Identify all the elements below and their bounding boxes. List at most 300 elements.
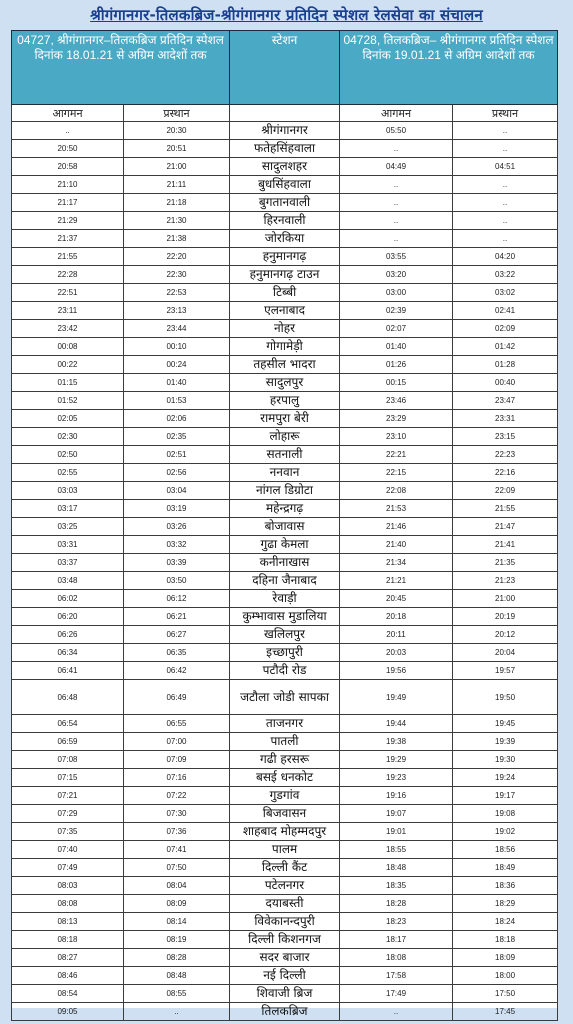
departure-time-04728: 04:51 <box>453 158 558 176</box>
arrival-time-04728: 19:38 <box>340 733 453 751</box>
table-row <box>12 320 558 338</box>
table-row <box>12 158 558 176</box>
arrival-time-04728: 00:15 <box>340 374 453 392</box>
arrival-time-04727: 08:46 <box>12 967 124 985</box>
departure-time-04728: 19:45 <box>453 715 558 733</box>
arrival-time-04727: 00:08 <box>12 338 124 356</box>
departure-time-04727: 03:50 <box>124 572 230 590</box>
table-row <box>12 733 558 751</box>
table-row <box>12 967 558 985</box>
departure-time-04727: 23:13 <box>124 302 230 320</box>
table-row <box>12 176 558 194</box>
station-name: हरपालु <box>230 392 340 410</box>
arrival-time-04727: 22:51 <box>12 284 124 302</box>
arrival-time-04728: .. <box>340 140 453 158</box>
station-name: पटौदी रोड <box>230 662 340 680</box>
arrival-header-04727: आगमन <box>12 105 124 122</box>
arrival-time-04728: 21:46 <box>340 518 453 536</box>
arrival-time-04727: 23:11 <box>12 302 124 320</box>
table-row <box>12 895 558 913</box>
table-row <box>12 662 558 680</box>
arrival-time-04727: 07:35 <box>12 823 124 841</box>
arrival-time-04728: 18:08 <box>340 949 453 967</box>
subheader-row <box>12 105 558 122</box>
arrival-time-04728: 22:08 <box>340 482 453 500</box>
departure-time-04728: 21:23 <box>453 572 558 590</box>
timetable-body <box>12 122 558 1021</box>
station-name: बिजवासन <box>230 805 340 823</box>
arrival-time-04727: 06:41 <box>12 662 124 680</box>
arrival-time-04727: 06:26 <box>12 626 124 644</box>
table-row <box>12 949 558 967</box>
station-name: दयाबस्ती <box>230 895 340 913</box>
departure-time-04727: 22:53 <box>124 284 230 302</box>
departure-time-04728: .. <box>453 230 558 248</box>
arrival-time-04728: 21:40 <box>340 536 453 554</box>
departure-time-04727: 06:35 <box>124 644 230 662</box>
table-row <box>12 500 558 518</box>
arrival-time-04727: 07:21 <box>12 787 124 805</box>
arrival-time-04728: .. <box>340 212 453 230</box>
station-name: फतेहसिंहवाला <box>230 140 340 158</box>
departure-time-04728: 20:19 <box>453 608 558 626</box>
departure-time-04728: 18:36 <box>453 877 558 895</box>
departure-time-04727: 06:27 <box>124 626 230 644</box>
arrival-time-04728: 05:50 <box>340 122 453 140</box>
departure-time-04728: 17:50 <box>453 985 558 1003</box>
table-row <box>12 140 558 158</box>
arrival-time-04727: 03:31 <box>12 536 124 554</box>
arrival-time-04728: 03:00 <box>340 284 453 302</box>
station-subheader-blank <box>230 105 340 122</box>
table-row <box>12 464 558 482</box>
table-row <box>12 608 558 626</box>
station-name: गढी हरसरू <box>230 751 340 769</box>
departure-time-04727: 01:40 <box>124 374 230 392</box>
station-name: सादुलशहर <box>230 158 340 176</box>
departure-time-04728: 03:22 <box>453 266 558 284</box>
departure-time-04727: 00:10 <box>124 338 230 356</box>
arrival-time-04728: 17:58 <box>340 967 453 985</box>
departure-time-04727: 07:50 <box>124 859 230 877</box>
station-name: श्रीगंगानगर <box>230 122 340 140</box>
station-name: हनुमानगढ़ <box>230 248 340 266</box>
table-row <box>12 680 558 715</box>
departure-header-04727: प्रस्थान <box>124 105 230 122</box>
table-row <box>12 212 558 230</box>
departure-time-04728: 02:41 <box>453 302 558 320</box>
departure-time-04728: 19:17 <box>453 787 558 805</box>
station-name: दिल्ली किशनगज <box>230 931 340 949</box>
departure-time-04728: 01:42 <box>453 338 558 356</box>
station-name: खलिलपुर <box>230 626 340 644</box>
departure-time-04727: 07:30 <box>124 805 230 823</box>
table-row <box>12 428 558 446</box>
arrival-time-04727: 06:20 <box>12 608 124 626</box>
departure-time-04728: 19:24 <box>453 769 558 787</box>
departure-time-04727: 07:22 <box>124 787 230 805</box>
departure-time-04727: 02:51 <box>124 446 230 464</box>
arrival-time-04728: .. <box>340 176 453 194</box>
departure-time-04728: 22:09 <box>453 482 558 500</box>
arrival-time-04727: 07:29 <box>12 805 124 823</box>
station-name: सदर बाजार <box>230 949 340 967</box>
arrival-time-04728: 22:15 <box>340 464 453 482</box>
table-row <box>12 572 558 590</box>
departure-time-04727: 03:26 <box>124 518 230 536</box>
departure-time-04728: 20:04 <box>453 644 558 662</box>
departure-time-04727: 06:12 <box>124 590 230 608</box>
train-04727-header: 04727, श्रीगंगानगर–तिलकब्रिज प्रतिदिन स्पेशल दिनांक 18.01.21 से अग्रिम आदेशों तक <box>12 31 230 105</box>
arrival-time-04727: 22:28 <box>12 266 124 284</box>
table-row <box>12 356 558 374</box>
arrival-time-04728: 04:49 <box>340 158 453 176</box>
departure-time-04727: 07:41 <box>124 841 230 859</box>
table-row <box>12 859 558 877</box>
arrival-time-04728: 17:49 <box>340 985 453 1003</box>
station-name: शिवाजी ब्रिज <box>230 985 340 1003</box>
table-row <box>12 230 558 248</box>
table-row <box>12 374 558 392</box>
arrival-time-04727: 23:42 <box>12 320 124 338</box>
station-name: इच्छापुरी <box>230 644 340 662</box>
table-row <box>12 536 558 554</box>
station-name: बसई धनकोट <box>230 769 340 787</box>
table-row <box>12 626 558 644</box>
station-name: जोरकिया <box>230 230 340 248</box>
departure-time-04728: 23:31 <box>453 410 558 428</box>
arrival-time-04728: 02:39 <box>340 302 453 320</box>
departure-time-04727: 07:36 <box>124 823 230 841</box>
arrival-time-04727: 21:55 <box>12 248 124 266</box>
station-name: कनीनाखास <box>230 554 340 572</box>
arrival-time-04727: 00:22 <box>12 356 124 374</box>
station-name: जटौला जोडी सापका <box>230 680 340 715</box>
station-name: दहिना जैनाबाद <box>230 572 340 590</box>
departure-header-04728: प्रस्थान <box>453 105 558 122</box>
departure-time-04728: 22:23 <box>453 446 558 464</box>
table-row <box>12 841 558 859</box>
table-row <box>12 410 558 428</box>
departure-time-04728: .. <box>453 122 558 140</box>
station-name: रामपुरा बेरी <box>230 410 340 428</box>
arrival-time-04727: 07:08 <box>12 751 124 769</box>
arrival-time-04727: 21:37 <box>12 230 124 248</box>
table-row <box>12 122 558 140</box>
arrival-time-04728: 19:16 <box>340 787 453 805</box>
departure-time-04727: 21:38 <box>124 230 230 248</box>
departure-time-04728: 20:12 <box>453 626 558 644</box>
arrival-time-04728: 01:40 <box>340 338 453 356</box>
table-row <box>12 338 558 356</box>
departure-time-04727: 02:56 <box>124 464 230 482</box>
station-name: एलनाबाद <box>230 302 340 320</box>
departure-time-04727: 07:00 <box>124 733 230 751</box>
arrival-time-04727: 02:55 <box>12 464 124 482</box>
station-name: टिब्बी <box>230 284 340 302</box>
departure-time-04728: 18:00 <box>453 967 558 985</box>
arrival-time-04728: 18:17 <box>340 931 453 949</box>
table-row <box>12 877 558 895</box>
departure-time-04728: 01:28 <box>453 356 558 374</box>
arrival-time-04727: 07:40 <box>12 841 124 859</box>
departure-time-04727: 06:42 <box>124 662 230 680</box>
departure-time-04727: 20:51 <box>124 140 230 158</box>
departure-time-04728: .. <box>453 194 558 212</box>
station-name: सतनाली <box>230 446 340 464</box>
train-04728-header: 04728, तिलकब्रिज– श्रीगंगानगर प्रतिदिन स्पेशल दिनांक 19.01.21 से अग्रिम आदेशों तक <box>340 31 558 105</box>
arrival-time-04728: 20:03 <box>340 644 453 662</box>
departure-time-04727: 02:06 <box>124 410 230 428</box>
arrival-time-04727: 03:48 <box>12 572 124 590</box>
departure-time-04728: 19:50 <box>453 680 558 715</box>
departure-time-04727: 01:53 <box>124 392 230 410</box>
arrival-time-04728: .. <box>340 194 453 212</box>
table-row <box>12 985 558 1003</box>
station-name: शाहबाद मोहम्मदपुर <box>230 823 340 841</box>
departure-time-04728: 21:41 <box>453 536 558 554</box>
departure-time-04728: 19:30 <box>453 751 558 769</box>
departure-time-04727: 07:09 <box>124 751 230 769</box>
table-row <box>12 392 558 410</box>
station-name: दिल्ली कैंट <box>230 859 340 877</box>
arrival-time-04728: 19:07 <box>340 805 453 823</box>
arrival-time-04727: 21:29 <box>12 212 124 230</box>
table-row <box>12 805 558 823</box>
arrival-time-04728: 23:46 <box>340 392 453 410</box>
arrival-time-04728: .. <box>340 230 453 248</box>
table-row <box>12 644 558 662</box>
arrival-time-04727: 07:49 <box>12 859 124 877</box>
station-name: हनुमानगढ़ टाउन <box>230 266 340 284</box>
table-row <box>12 446 558 464</box>
departure-time-04728: 23:47 <box>453 392 558 410</box>
table-row <box>12 1003 558 1021</box>
departure-time-04728: 19:39 <box>453 733 558 751</box>
departure-time-04727: 22:30 <box>124 266 230 284</box>
departure-time-04727: 21:11 <box>124 176 230 194</box>
arrival-time-04728: 18:55 <box>340 841 453 859</box>
station-name: नोहर <box>230 320 340 338</box>
departure-time-04728: .. <box>453 140 558 158</box>
departure-time-04727: 03:04 <box>124 482 230 500</box>
departure-time-04728: 00:40 <box>453 374 558 392</box>
timetable <box>11 30 558 1021</box>
arrival-time-04727: 03:17 <box>12 500 124 518</box>
arrival-time-04727: 21:10 <box>12 176 124 194</box>
departure-time-04728: 23:15 <box>453 428 558 446</box>
departure-time-04727: 06:21 <box>124 608 230 626</box>
departure-time-04727: 03:32 <box>124 536 230 554</box>
arrival-time-04727: 01:15 <box>12 374 124 392</box>
table-row <box>12 482 558 500</box>
table-row <box>12 715 558 733</box>
table-row <box>12 266 558 284</box>
arrival-time-04728: 18:28 <box>340 895 453 913</box>
departure-time-04728: 02:09 <box>453 320 558 338</box>
station-name: विवेकानन्दपुरी <box>230 913 340 931</box>
departure-time-04727: 08:48 <box>124 967 230 985</box>
arrival-time-04728: 19:44 <box>340 715 453 733</box>
arrival-time-04728: 21:53 <box>340 500 453 518</box>
table-row <box>12 518 558 536</box>
arrival-time-04727: 01:52 <box>12 392 124 410</box>
arrival-time-04727: 21:17 <box>12 194 124 212</box>
departure-time-04727: 22:20 <box>124 248 230 266</box>
table-row <box>12 787 558 805</box>
arrival-time-04728: 02:07 <box>340 320 453 338</box>
arrival-time-04727: 06:34 <box>12 644 124 662</box>
arrival-time-04728: 19:49 <box>340 680 453 715</box>
arrival-time-04728: 18:23 <box>340 913 453 931</box>
table-row <box>12 751 558 769</box>
departure-time-04728: .. <box>453 176 558 194</box>
station-name: पालम <box>230 841 340 859</box>
departure-time-04728: 03:02 <box>453 284 558 302</box>
arrival-time-04728: 19:29 <box>340 751 453 769</box>
station-name: पटेलनगर <box>230 877 340 895</box>
arrival-time-04727: 06:54 <box>12 715 124 733</box>
arrival-time-04727: 03:37 <box>12 554 124 572</box>
departure-time-04727: 08:09 <box>124 895 230 913</box>
station-name: ननवान <box>230 464 340 482</box>
departure-time-04728: 19:02 <box>453 823 558 841</box>
departure-time-04727: 08:19 <box>124 931 230 949</box>
departure-time-04728: 18:29 <box>453 895 558 913</box>
station-name: बुगतानवाली <box>230 194 340 212</box>
departure-time-04728: 18:18 <box>453 931 558 949</box>
arrival-time-04728: 22:21 <box>340 446 453 464</box>
arrival-time-04728: 03:55 <box>340 248 453 266</box>
arrival-header-04728: आगमन <box>340 105 453 122</box>
table-row <box>12 194 558 212</box>
station-name: लोहारू <box>230 428 340 446</box>
departure-time-04728: .. <box>453 212 558 230</box>
station-name: रेवाड़ी <box>230 590 340 608</box>
arrival-time-04727: 08:18 <box>12 931 124 949</box>
arrival-time-04727: 08:13 <box>12 913 124 931</box>
arrival-time-04728: 21:34 <box>340 554 453 572</box>
arrival-time-04728: 23:29 <box>340 410 453 428</box>
departure-time-04728: 21:55 <box>453 500 558 518</box>
table-row <box>12 284 558 302</box>
departure-time-04727: 08:04 <box>124 877 230 895</box>
arrival-time-04727: 06:02 <box>12 590 124 608</box>
station-name: पातली <box>230 733 340 751</box>
page-title: श्रीगंगानगर-तिलकब्रिज-श्रीगंगानगर प्रतिदिन स्पेशल रेलसेवा का संचालन <box>90 6 483 24</box>
departure-time-04728: 18:24 <box>453 913 558 931</box>
departure-time-04728: 18:56 <box>453 841 558 859</box>
arrival-time-04728: .. <box>340 1003 453 1021</box>
station-name: गुढा केमला <box>230 536 340 554</box>
station-name: सादुलपुर <box>230 374 340 392</box>
departure-time-04727: 03:19 <box>124 500 230 518</box>
departure-time-04728: 19:57 <box>453 662 558 680</box>
station-name: ताजनगर <box>230 715 340 733</box>
table-row <box>12 769 558 787</box>
station-name: नांगल डिग्रोटा <box>230 482 340 500</box>
station-name: गुडगांव <box>230 787 340 805</box>
arrival-time-04728: 20:18 <box>340 608 453 626</box>
arrival-time-04727: 20:58 <box>12 158 124 176</box>
departure-time-04727: 08:55 <box>124 985 230 1003</box>
station-name: महेन्द्रगढ़ <box>230 500 340 518</box>
arrival-time-04727: 08:54 <box>12 985 124 1003</box>
arrival-time-04727: .. <box>12 122 124 140</box>
arrival-time-04727: 02:05 <box>12 410 124 428</box>
arrival-time-04727: 02:50 <box>12 446 124 464</box>
station-name: तहसील भादरा <box>230 356 340 374</box>
arrival-time-04727: 07:15 <box>12 769 124 787</box>
station-name: नई दिल्ली <box>230 967 340 985</box>
arrival-time-04728: 18:35 <box>340 877 453 895</box>
departure-time-04727: 21:00 <box>124 158 230 176</box>
station-name: गोगामेड़ी <box>230 338 340 356</box>
station-column-header: स्टेशन <box>230 31 340 105</box>
arrival-time-04728: 19:01 <box>340 823 453 841</box>
arrival-time-04727: 08:03 <box>12 877 124 895</box>
arrival-time-04727: 02:30 <box>12 428 124 446</box>
station-name: बोजावास <box>230 518 340 536</box>
arrival-time-04728: 23:10 <box>340 428 453 446</box>
departure-time-04728: 21:47 <box>453 518 558 536</box>
table-row <box>12 590 558 608</box>
station-name: कुम्भावास मुडालिया <box>230 608 340 626</box>
timetable-sheet <box>11 30 557 1018</box>
table-row <box>12 823 558 841</box>
arrival-time-04727: 08:27 <box>12 949 124 967</box>
departure-time-04728: 17:45 <box>453 1003 558 1021</box>
table-row <box>12 554 558 572</box>
departure-time-04727: 02:35 <box>124 428 230 446</box>
departure-time-04727: 23:44 <box>124 320 230 338</box>
table-row <box>12 913 558 931</box>
station-name: तिलकब्रिज <box>230 1003 340 1021</box>
departure-time-04727: 08:14 <box>124 913 230 931</box>
departure-time-04728: 22:16 <box>453 464 558 482</box>
arrival-time-04728: 19:23 <box>340 769 453 787</box>
arrival-time-04727: 20:50 <box>12 140 124 158</box>
table-row <box>12 248 558 266</box>
departure-time-04727: 07:16 <box>124 769 230 787</box>
departure-time-04727: 06:49 <box>124 680 230 715</box>
departure-time-04728: 18:09 <box>453 949 558 967</box>
arrival-time-04728: 21:21 <box>340 572 453 590</box>
departure-time-04728: 19:08 <box>453 805 558 823</box>
departure-time-04727: 00:24 <box>124 356 230 374</box>
departure-time-04728: 18:49 <box>453 859 558 877</box>
arrival-time-04727: 03:25 <box>12 518 124 536</box>
table-row <box>12 302 558 320</box>
arrival-time-04728: 19:56 <box>340 662 453 680</box>
arrival-time-04727: 03:03 <box>12 482 124 500</box>
station-name: बुधसिंहवाला <box>230 176 340 194</box>
table-row <box>12 931 558 949</box>
departure-time-04727: 21:30 <box>124 212 230 230</box>
arrival-time-04727: 06:48 <box>12 680 124 715</box>
departure-time-04728: 21:35 <box>453 554 558 572</box>
departure-time-04727: 21:18 <box>124 194 230 212</box>
station-name: हिरनवाली <box>230 212 340 230</box>
departure-time-04727: 03:39 <box>124 554 230 572</box>
departure-time-04727: 20:30 <box>124 122 230 140</box>
arrival-time-04727: 09:05 <box>12 1003 124 1021</box>
departure-time-04727: 06:55 <box>124 715 230 733</box>
departure-time-04727: .. <box>124 1003 230 1021</box>
arrival-time-04727: 08:08 <box>12 895 124 913</box>
departure-time-04728: 21:00 <box>453 590 558 608</box>
arrival-time-04728: 01:26 <box>340 356 453 374</box>
